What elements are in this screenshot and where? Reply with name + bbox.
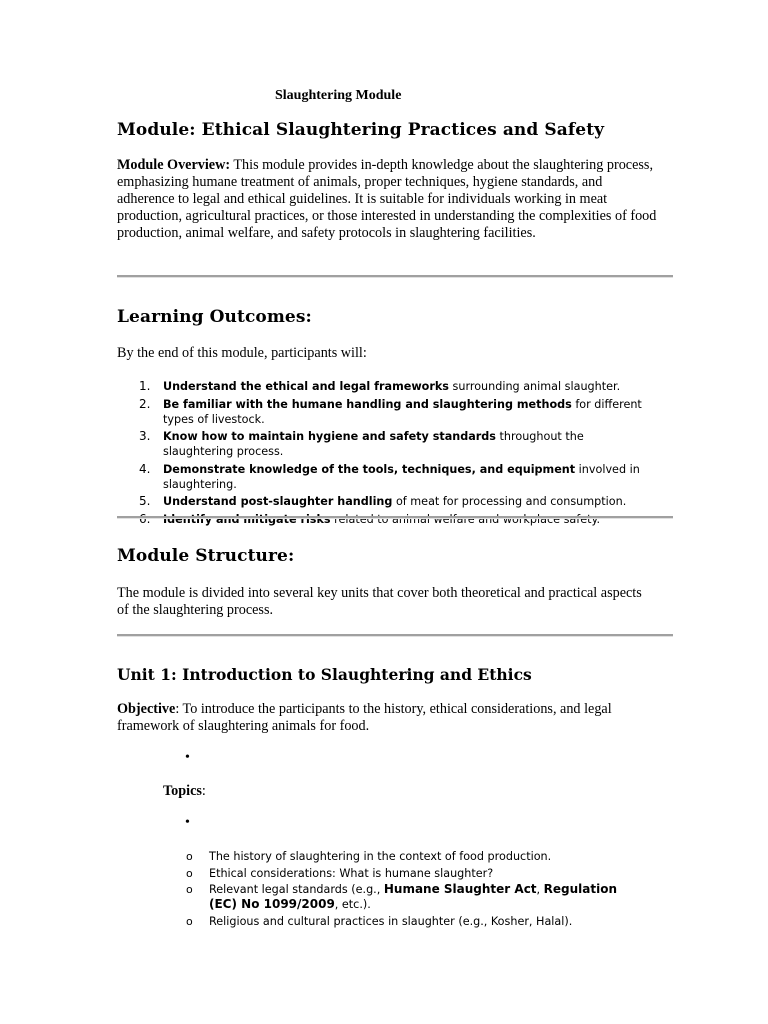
list-number: 1. <box>139 379 151 393</box>
learning-outcomes-list <box>135 379 655 529</box>
list-item <box>135 379 655 394</box>
list-item-bold: Be familiar with the humane handling and slaughtering methods <box>163 397 572 411</box>
module-structure-heading: Module Structure: <box>117 546 295 566</box>
module-overview-paragraph <box>117 157 657 242</box>
horizontal-rule <box>117 634 673 637</box>
topics-label: Topics <box>163 783 202 799</box>
list-item <box>135 494 655 509</box>
circle-bullet-icon: o <box>186 914 193 928</box>
bullet-icon: • <box>185 750 190 765</box>
list-item-text: of meat for processing and consumption. <box>392 495 627 508</box>
learning-intro: By the end of this module, participants will: <box>117 345 367 361</box>
list-item-bold: Regulation (EC) No 1099/2009 <box>209 882 618 911</box>
circle-bullet-icon: o <box>186 866 193 880</box>
list-number: 2. <box>139 396 151 411</box>
topics-label-line <box>163 783 206 800</box>
list-item-bold: Demonstrate knowledge of the tools, techniques, and equipment <box>163 462 576 476</box>
document-title: Slaughtering Module <box>275 88 402 103</box>
topics-sublist <box>186 849 626 930</box>
list-item-bold: Understand the ethical and legal frameworks <box>163 380 449 393</box>
list-item-bold: Humane Slaughter Act <box>383 882 537 896</box>
list-item <box>135 512 655 527</box>
list-number: 4. <box>139 461 151 476</box>
objective-text: : To introduce the participants to the history, ethical considerations, and legal framework of slaughtering animals for food. <box>117 701 612 734</box>
horizontal-rule <box>117 516 673 519</box>
unit1-objective <box>117 701 657 735</box>
topics-colon: : <box>201 783 206 799</box>
list-item-text: surrounding animal slaughter. <box>448 380 621 393</box>
list-item-text: related to animal welfare and workplace safety. <box>330 512 601 526</box>
module-structure-text: The module is divided into several key units that cover both theoretical and practical aspects of the slaughtering process. <box>117 585 642 618</box>
list-item-text: The history of slaughtering in the context of food production. <box>209 850 552 863</box>
list-item-bold: Know how to maintain hygiene and safety standards <box>163 430 496 443</box>
horizontal-rule <box>117 275 673 278</box>
list-item <box>186 849 626 864</box>
list-item-bold: Understand post-slaughter handling <box>163 495 393 508</box>
list-number: 6. <box>139 511 151 526</box>
list-item <box>135 462 655 492</box>
list-item-text: for different types of livestock. <box>163 397 642 426</box>
list-item <box>186 882 626 912</box>
module-heading: Module: Ethical Slaughtering Practices and Safety <box>117 120 605 140</box>
list-item-text: throughout the slaughtering process. <box>163 430 584 458</box>
list-item-text: involved in slaughtering. <box>163 462 640 491</box>
list-item <box>135 429 655 459</box>
bullet-icon: • <box>185 815 190 830</box>
list-item-text: Ethical considerations: What is humane slaughter? <box>209 866 494 880</box>
list-item-text: Relevant legal standards (e.g., <box>209 883 384 896</box>
list-item <box>186 914 626 929</box>
unit1-heading: Unit 1: Introduction to Slaughtering and Ethics <box>117 665 532 684</box>
objective-label: Objective <box>117 701 176 717</box>
list-number: 5. <box>139 494 151 508</box>
list-item <box>135 397 655 427</box>
list-item-text: Religious and cultural practices in slaughter (e.g., Kosher, Halal). <box>209 914 573 928</box>
list-item-bold: Identify and mitigate risks <box>163 512 331 526</box>
learning-outcomes-heading: Learning Outcomes: <box>117 307 312 327</box>
overview-label: Module Overview: <box>117 157 231 173</box>
list-item-text: , <box>536 883 544 896</box>
list-item <box>186 866 626 881</box>
circle-bullet-icon: o <box>186 883 193 896</box>
list-item-text: , etc.). <box>334 898 371 911</box>
circle-bullet-icon: o <box>186 850 193 863</box>
overview-text: This module provides in-depth knowledge about the slaughtering process, emphasizing humane treatment of animals, proper techniques, hygiene standards, and adherence to legal and ethical guidelines. It is suitable for individuals working in meat production, agricultural practices, or those interested in understanding the complexities of food production, animal welfare, and safety protocols in slaughtering facilities. <box>117 157 657 241</box>
list-number: 3. <box>139 429 151 443</box>
